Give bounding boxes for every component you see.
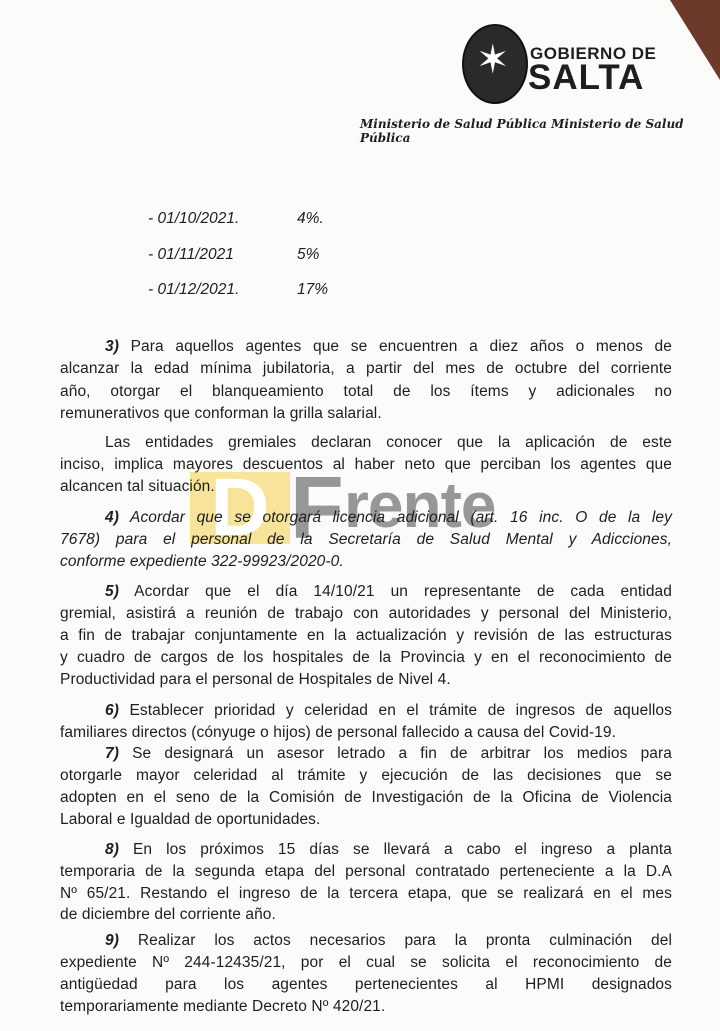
paragraph-text: alcanzar la edad mínima jubilatoria, a partir del mes de octubre del corriente (60, 360, 672, 377)
schedule-date: - 01/12/2021. (148, 281, 240, 298)
paragraph-number: 3) (105, 338, 119, 355)
paragraph-line (105, 338, 672, 356)
paragraph-text: Establecer prioridad y celeridad en el trámite de ingresos de aquellos (118, 702, 672, 719)
paragraph-line (60, 767, 672, 785)
paragraph-text: Realizar los actos necesarios para la pronta culminación del (118, 932, 672, 949)
salta-coat-of-arms-logo (462, 24, 528, 104)
paragraph-text: Nº 65/21. Restando el ingreso de la tercera etapa, que se realizará en el mes (60, 885, 672, 902)
paragraph-text: Acordar que el día 14/10/21 un representante de cada entidad (118, 583, 672, 600)
paragraph-number: 6) (105, 702, 119, 719)
paragraph-line (105, 509, 672, 527)
paragraph-line (60, 360, 672, 378)
paragraph-line (105, 583, 672, 601)
paragraph-line (60, 478, 672, 496)
paragraph-text: adopten en el seno de la Comisión de Investigación de la Oficina de Violencia (60, 789, 672, 806)
paragraph-line (60, 553, 672, 571)
paragraph-text: En los próximos 15 días se llevará a cabo el ingreso a planta (118, 841, 672, 858)
paragraph-text: otorgarle mayor celeridad al trámite y ejecución de las decisiones que se (60, 767, 672, 784)
schedule-date: - 01/10/2021. (148, 210, 240, 227)
watermark-f: F (290, 458, 344, 557)
background-corner (670, 0, 720, 80)
paragraph-text: alcancen tal situación. (60, 478, 215, 495)
watermark-d: D (190, 472, 290, 544)
paragraph-text: temporariamente mediante Decreto Nº 420/21. (60, 998, 386, 1015)
paragraph-text: inciso, implica mayores descuentos al haber neto que perciban los agentes que (60, 456, 672, 473)
paragraph-line (105, 745, 672, 763)
paragraph-text: de diciembre del corriente año. (60, 906, 276, 923)
paragraph-line (105, 841, 672, 859)
paragraph-line (60, 789, 672, 807)
paragraph-number: 9) (105, 932, 119, 949)
paragraph-text: a fin de trabajar conjuntamente en la actualización y revisión de las estructuras (60, 627, 672, 644)
paragraph-line (105, 932, 672, 950)
paragraph-line (60, 649, 672, 667)
paragraph-text: gremial, asistirá a reunión de trabajo con autoridades y personal del Ministerio, (60, 605, 672, 622)
paragraph-number: 7) (105, 745, 119, 762)
paragraph-text: Las entidades gremiales declaran conocer que la aplicación de este (105, 434, 672, 451)
paragraph-number: 4) (105, 509, 119, 526)
paragraph-number: 5) (105, 583, 119, 600)
paragraph-line (60, 605, 672, 623)
paragraph-text: antigüedad para los agentes pertenecientes al HPMI designados (60, 976, 672, 993)
schedule-percent: 4%. (297, 210, 324, 227)
paragraph-line (60, 724, 672, 742)
paragraph-line (60, 405, 672, 423)
paragraph-line (60, 954, 672, 972)
paragraph-line (105, 702, 672, 720)
paragraph-text: Laboral e Igualdad de oportunidades. (60, 811, 321, 828)
paragraph-text: 7678) para el personal de la Secretaría de Salud Mental y Adicciones, (60, 531, 672, 548)
paragraph-text: Se designará un asesor letrado a fin de arbitrar los medios para (118, 745, 672, 762)
paragraph-line (60, 671, 672, 689)
paragraph-text: año, otorgar el blanqueamiento total de los ítems y adicionales no (60, 383, 672, 400)
schedule-percent: 17% (297, 281, 329, 298)
paragraph-text: y cuadro de cargos de los hospitales de la Provincia y en el reconocimiento de (60, 649, 672, 666)
paragraph-line (60, 811, 672, 829)
schedule-percent: 5% (297, 246, 320, 263)
paragraph-line (60, 863, 672, 881)
paragraph-text: Para aquellos agentes que se encuentren a diez años o menos de (118, 338, 672, 355)
paragraph-line (60, 627, 672, 645)
paragraph-number: 8) (105, 841, 119, 858)
watermark-rente: rente (344, 469, 496, 541)
ministry-name: Ministerio de Salud Pública Ministerio de Salud Pública (360, 117, 684, 145)
paragraph-line (60, 383, 672, 401)
paragraph-line (60, 456, 672, 474)
paragraph-line (60, 531, 672, 549)
paragraph-line (105, 434, 672, 452)
paragraph-text: temporaria de la segunda etapa del personal contratado perteneciente a la D.A (60, 863, 672, 880)
org-name-line1: GOBIERNO DE (530, 44, 657, 63)
paragraph-text: Acordar que se otorgará licencia adicional (art. 16 inc. O de la ley (118, 509, 672, 526)
org-name-line2: SALTA (528, 58, 645, 97)
paragraph-line (60, 906, 672, 924)
paragraph-text: Productividad para el personal de Hospitales de Nivel 4. (60, 671, 451, 688)
paragraph-line (60, 885, 672, 903)
paragraph-line (60, 998, 672, 1016)
star-icon: ✶ (476, 38, 510, 82)
paragraph-text: conforme expediente 322-99923/2020-0. (60, 553, 344, 570)
paragraph-text: remunerativos que conforman la grilla salarial. (60, 405, 382, 422)
paragraph-line (60, 976, 672, 994)
paragraph-text: expediente Nº 244-12435/21, por el cual se solicita el reconocimiento de (60, 954, 672, 971)
schedule-date: - 01/11/2021 (148, 246, 234, 263)
paragraph-text: familiares directos (cónyuge o hijos) de personal fallecido a causa del Covid-19. (60, 724, 617, 741)
